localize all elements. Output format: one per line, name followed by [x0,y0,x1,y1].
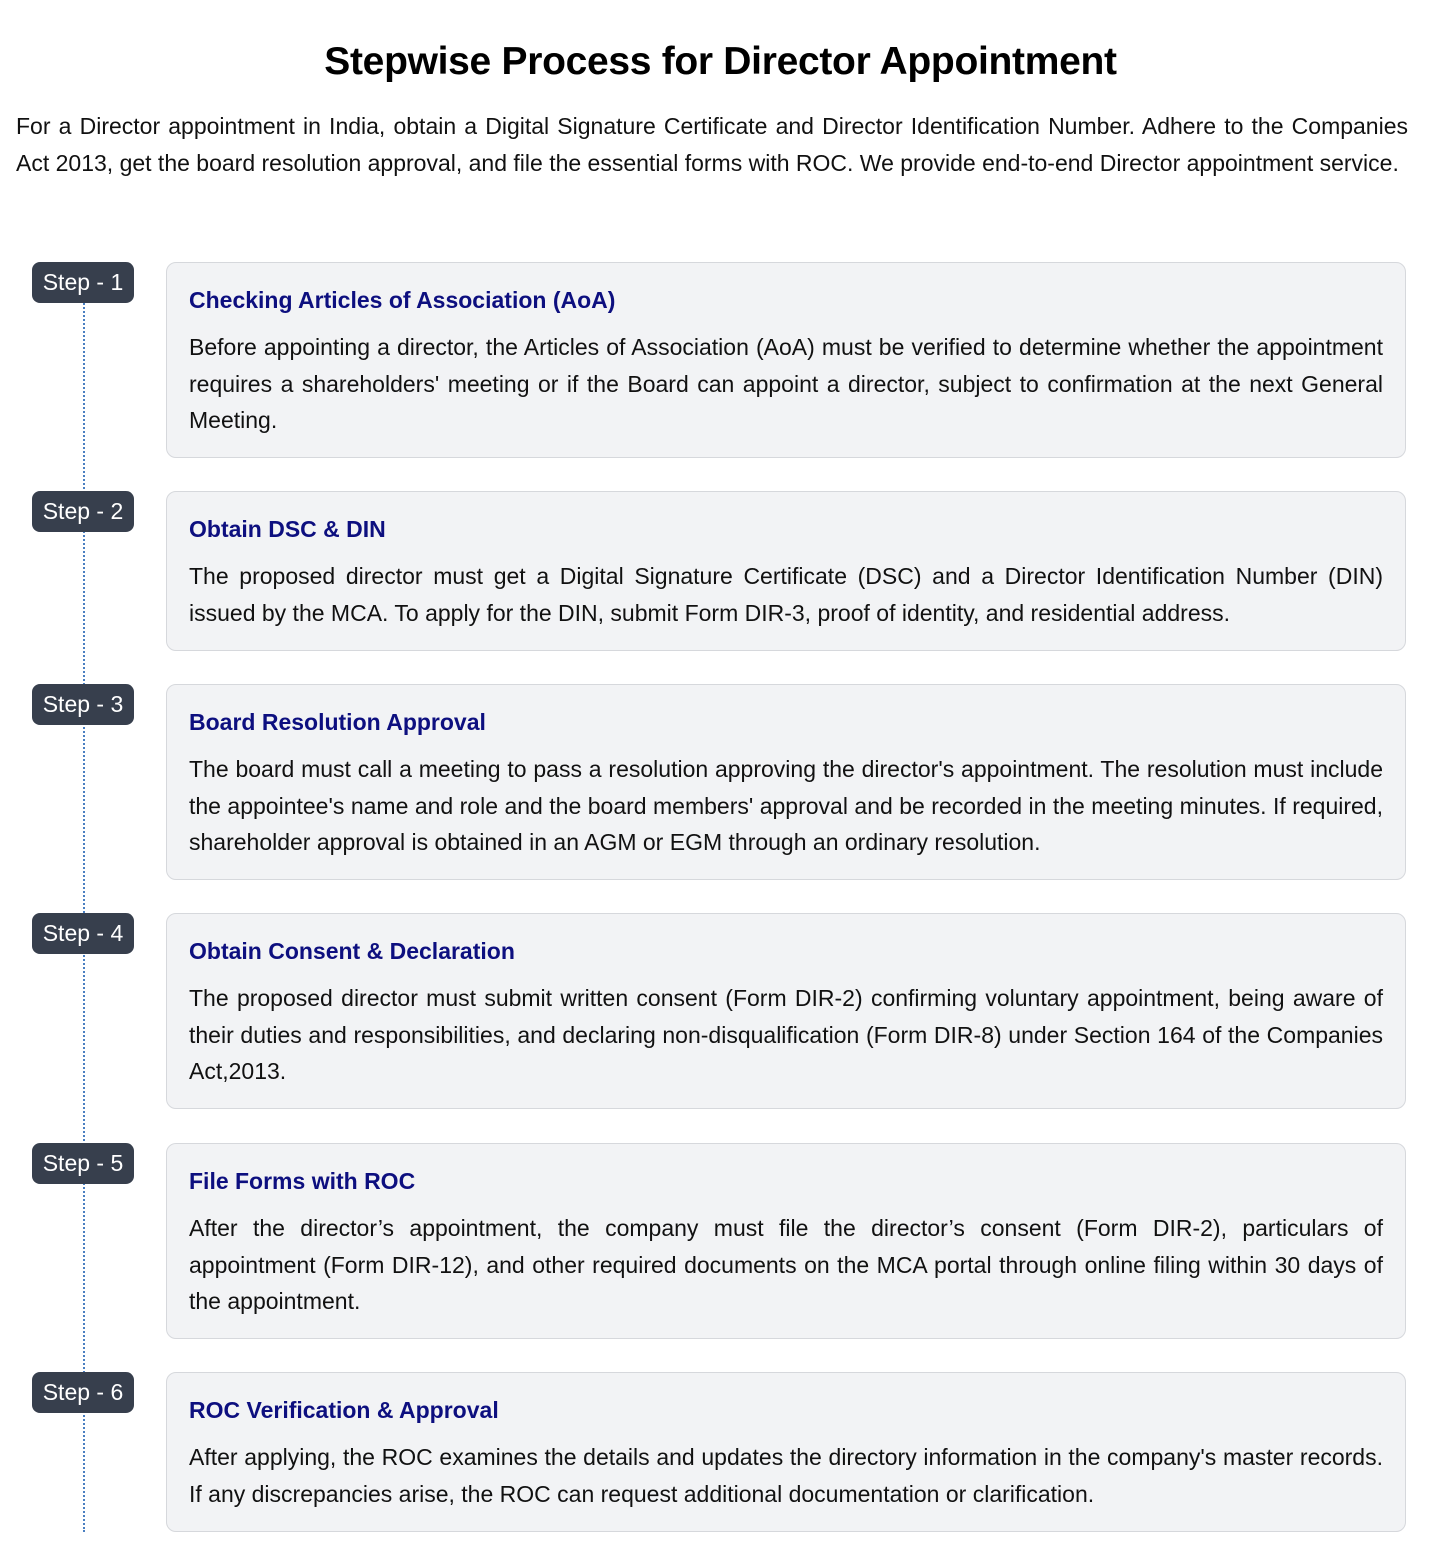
intro-paragraph: For a Director appointment in India, obtain a Digital Signature Certificate and Director Identification Number. Adhere to the Companies Act 2013, get the board resolution approval, and file the essential forms with ROC. We provide end-to-end Director appointment service. [16,113,1408,176]
step-card [166,913,1406,1109]
step-badge: Step - 2 [32,491,134,532]
step-card [166,1372,1406,1532]
step-badge: Step - 6 [32,1372,134,1413]
step-title: Obtain DSC & DIN [189,516,386,542]
step-badge: Step - 4 [32,913,134,954]
step-title: Board Resolution Approval [189,709,486,735]
step-description: After the director’s appointment, the company must file the director’s consent (Form DIR-2), particulars of appointment (Form DIR-12), and other required documents on the MCA portal through online filing within 30 days of the appointment. [189,1215,1383,1314]
step-title: ROC Verification & Approval [189,1397,499,1423]
step-card [166,491,1406,651]
step-description: The proposed director must get a Digital Signature Certificate (DSC) and a Director Identification Number (DIN) issued by the MCA. To apply for the DIN, submit Form DIR-3, proof of identity, and residential address. [189,563,1383,626]
step-card [166,684,1406,880]
step-title: Checking Articles of Association (AoA) [189,287,616,313]
page-title: Stepwise Process for Director Appointment [324,40,1117,83]
step-badge: Step - 3 [32,684,134,725]
step-description: The proposed director must submit written consent (Form DIR-2) confirming voluntary appointment, being aware of their duties and responsibilities, and declaring non-disqualification (Form DIR-8) under Section 164 of the Companies Act,2013. [189,985,1383,1084]
step-description: The board must call a meeting to pass a resolution approving the director's appointment. The resolution must include the appointee's name and role and the board members' approval and be recorded in the meeting minutes. If required, shareholder approval is obtained in an AGM or EGM through an ordinary resolution. [189,756,1383,855]
step-card [166,1143,1406,1339]
step-badge: Step - 1 [32,262,134,303]
step-description: Before appointing a director, the Articles of Association (AoA) must be verified to determine whether the appointment requires a shareholders' meeting or if the Board can appoint a director, subject to confirmation at the next General Meeting. [189,334,1383,433]
step-card [166,262,1406,458]
step-title: Obtain Consent & Declaration [189,938,515,964]
step-badge: Step - 5 [32,1143,134,1184]
step-description: After applying, the ROC examines the details and updates the directory information in the company's master records. If any discrepancies arise, the ROC can request additional documentation or clarification. [189,1444,1383,1507]
step-title: File Forms with ROC [189,1168,416,1194]
